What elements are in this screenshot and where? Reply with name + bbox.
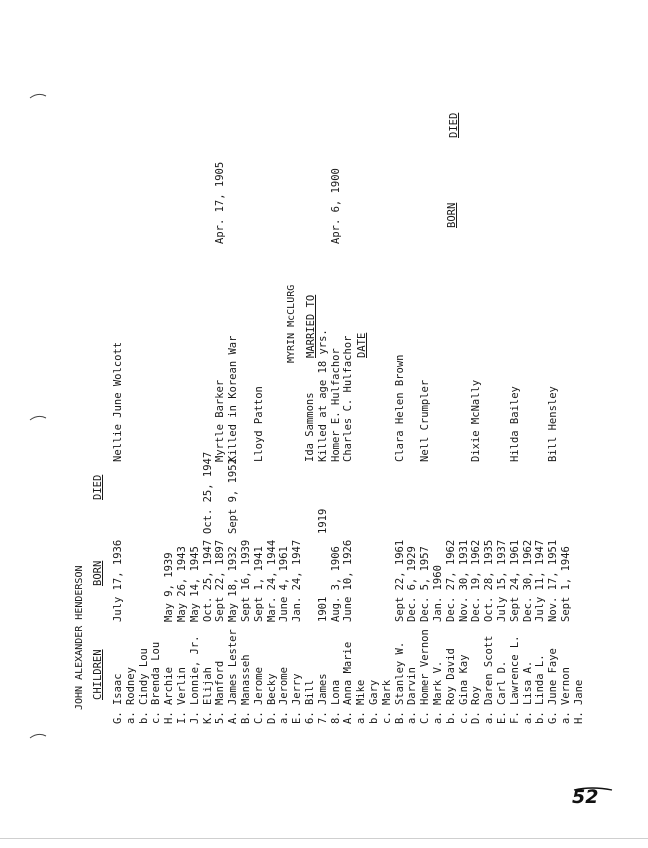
child-name: b. Cindy Lou (137, 648, 150, 724)
child-name: H. Archie (163, 667, 176, 724)
spouse-head-title: MYRIN McCLURG (286, 284, 297, 363)
column-header-date: DATE (356, 332, 368, 358)
child-name: B. Stanley W. (393, 641, 406, 724)
child-born-date: 1901 (316, 596, 329, 622)
child-died-date: 1919 (316, 508, 329, 534)
spouse-born-date: Apr. 17, 1905 (214, 161, 227, 244)
child-name: A. James Lester (227, 629, 240, 724)
child-born-date: Dec. 6, 1929 (406, 546, 419, 622)
child-born-date: Jan. 1960 (432, 565, 444, 622)
child-name: a. Jerome (278, 667, 291, 724)
spouse-name: Myrtle Barker (214, 379, 227, 462)
child-born-date: Sept 24, 1961 (508, 539, 521, 622)
spouse-name: Clara Helen Brown (393, 354, 406, 462)
child-name: A. Anna Marie (342, 641, 355, 724)
child-born-date: Mar. 24, 1944 (265, 539, 278, 622)
child-name: c. Mark (380, 679, 393, 724)
spouse-name: Dixie McNally (470, 379, 483, 462)
child-born-date: Sept 22, 1961 (393, 539, 406, 622)
child-name: I. Verlin (176, 667, 188, 724)
child-died-date: Sept 9, 1952 (227, 458, 240, 534)
column-header-born: BORN (92, 560, 104, 586)
child-name: a. Lisa A. (521, 660, 534, 724)
child-born-date: Nov. 17, 1951 (547, 539, 560, 622)
child-name: K. Elijah (201, 667, 214, 724)
child-born-date: Jan. 24, 1947 (291, 539, 304, 622)
child-born-date: July 11, 1947 (534, 539, 547, 622)
child-name: G. June Faye (547, 648, 560, 724)
spouse-name: Homer E. Hulfachor (329, 348, 342, 462)
child-name: H. Jane (572, 679, 585, 724)
child-born-date: Oct. 25, 1947 (201, 539, 214, 622)
child-name: J. Lonnie, Jr. (188, 635, 201, 724)
child-born-date: Dec. 19, 1962 (470, 539, 483, 622)
child-name: E. Jerry (291, 673, 304, 724)
child-born-date: Dec. 27, 1962 (444, 539, 457, 622)
column-header-died: DIED (92, 474, 104, 500)
child-name: F. Lawrence L. (508, 635, 521, 724)
child-born-date: Nov. 30, 1931 (457, 539, 470, 622)
spouse-name: Ida Sammons (304, 392, 316, 462)
child-name: a. Vernon (560, 667, 572, 724)
spouse-name: Nell Crumpler (419, 379, 432, 462)
child-name: c. Gina Kay (457, 654, 470, 724)
child-born-date: Sept 1, 1946 (560, 546, 572, 622)
child-born-date: May 26, 1943 (176, 546, 188, 622)
child-born-date: July 17, 1936 (112, 539, 124, 622)
child-born-date: Sept 22, 1897 (214, 539, 227, 622)
child-born-date: Sept 1, 1941 (252, 546, 265, 622)
child-name: 8. Lona (329, 679, 342, 724)
child-born-date: Sept 16, 1939 (240, 539, 252, 622)
spouse-born-date: Apr. 6, 1900 (329, 168, 342, 244)
child-born-date: May 14, 1945 (188, 546, 201, 622)
child-name: E. Carl D. (496, 660, 508, 724)
spouse-name: Nellie June Wolcott (112, 341, 124, 462)
child-name: a. Mike (355, 679, 368, 724)
child-name: G. Isaac (112, 673, 124, 724)
spouse-name: Killed at age 18 yrs. (316, 329, 329, 462)
child-born-date: Dec. 5, 1957 (419, 546, 432, 622)
child-born-date: July 15, 1937 (496, 539, 508, 622)
spouse-name: Lloyd Patton (252, 386, 265, 462)
child-name: a. Daren Scott (483, 635, 496, 724)
spouse-name: Bill Hensley (547, 386, 560, 462)
child-name: a. Rodney (124, 667, 137, 724)
column-header-spouse-born: BORN (446, 202, 458, 228)
child-name: B. Manasseh (240, 654, 252, 724)
spouse-name: Killed in Korean War (227, 335, 240, 462)
child-name: a. Darvin (406, 667, 419, 724)
child-name: b. Gary (368, 679, 380, 724)
child-name: 7. James (316, 673, 329, 724)
child-born-date: May 18, 1932 (227, 546, 240, 622)
child-name: a. Mark V. (432, 660, 444, 724)
child-name: C. Jerome (252, 667, 265, 724)
child-died-date: Oct. 25, 1947 (201, 451, 214, 534)
spouse-name: Hilda Bailey (508, 386, 521, 462)
child-name: b. Linda L. (534, 654, 547, 724)
column-header-married-to: MARRIED TO (305, 294, 317, 358)
child-name: b. Roy David (444, 648, 457, 724)
column-header-children: CHILDREN (92, 649, 104, 700)
child-born-date: Dec. 30, 1962 (521, 539, 534, 622)
child-name: C. Homer Vernon (419, 629, 432, 724)
spouse-name: Charles C. Hulfachor (342, 335, 355, 462)
child-name: 5. Manford (214, 660, 227, 724)
child-born-date: June 4, 1961 (278, 546, 291, 622)
family-head-title: JOHN ALEXANDER HENDERSON (74, 565, 85, 710)
child-born-date: June 10, 1926 (342, 539, 355, 622)
child-born-date: Aug. 3, 1906 (329, 546, 342, 622)
child-born-date: May 9, 1939 (163, 552, 176, 622)
column-header-spouse-died: DIED (448, 112, 460, 138)
child-name: c. Brenda Lou (150, 641, 163, 724)
page-number: 52 (572, 786, 599, 808)
child-born-date: Oct. 28, 1935 (483, 539, 496, 622)
child-name: D. Roy (470, 686, 483, 724)
child-name: D. Becky (265, 673, 278, 724)
child-name: 6. Bill (304, 679, 316, 724)
